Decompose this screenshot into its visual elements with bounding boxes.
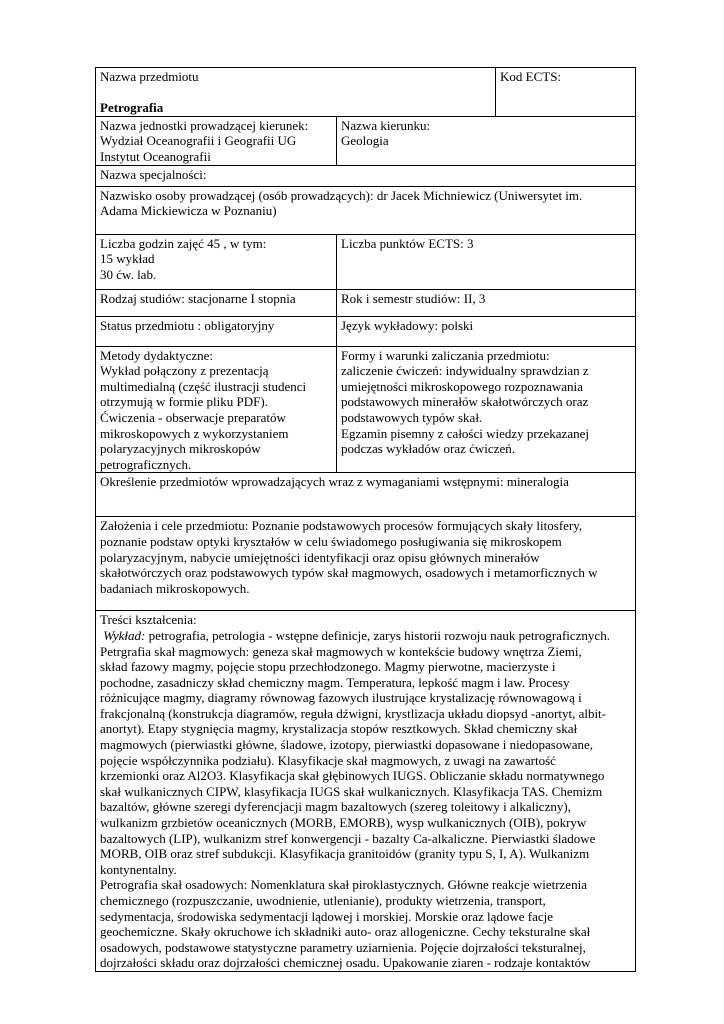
ects-code-cell	[496, 68, 636, 117]
hours-total: Liczba godzin zajęć 45 , w tym:	[100, 235, 267, 251]
goals-line: badaniach mikroskopowych.	[100, 580, 250, 596]
lecture-intro-text: petrografia, petrologia - wstępne definicje, zarys historii rozwoju nauk petrograficznych.	[145, 627, 610, 643]
sedimentary-line: sedymentacja, środowiska sedymentacji lądowej i morskiej. Morskie oraz lądowe facje	[100, 908, 554, 924]
methods-line: polaryzacyjnych mikroskopów	[100, 441, 261, 457]
language-cell	[337, 316, 636, 346]
goals-line: poznanie podstaw optyki kryształów w celu świadomego posługiwania się mikroskopem	[100, 533, 562, 549]
goals-line: polaryzacyjnym, nabycie umiejętności identyfikacji oraz opisu głównych minerałów	[100, 549, 540, 565]
methods-line: multimedialną (część ilustracji studenci	[100, 378, 307, 394]
major-value: Geologia	[341, 133, 389, 149]
goals-line: Założenia i cele przedmiotu: Poznanie podstawowych procesów formujących skały litosfery,	[100, 518, 583, 534]
methods-line: Metody dydaktyczne:	[100, 347, 213, 363]
lecture-line: Petrgrafia skał magmowych: geneza skał magmowych w kontekście budowy wnętrza Ziemi,	[100, 643, 582, 659]
syllabus-table	[95, 67, 636, 972]
lecture-line: frakcjonalną (konstrukcja diagramów, reguła dźwigni, krystlizacja układu diopsyd -anortyt, albit-	[100, 705, 606, 721]
row-course-name	[96, 68, 636, 117]
row-study-type	[96, 289, 636, 316]
unit-faculty: Wydział Oceanografii i Geografii UG	[100, 133, 297, 149]
lecture-line: krzemionki oraz Al2O3. Klasyfikacja skał głębinowych IUGS. Obliczanie składu normatywnego	[100, 768, 605, 784]
lecture-line: wulkanizm grzbietów oceanicznych (MORB, EMORB), wysp wulkanicznych (OIB), pokryw	[100, 815, 587, 831]
hours-lab: 30 ćw. lab.	[100, 266, 157, 282]
course-name-label: Nazwa przedmiotu	[100, 69, 199, 84]
lecture-line: pojęcie współczynnika podziału). Klasyfikacje skał magmowych, z uwagi na zawartość	[100, 752, 556, 768]
unit-cell	[96, 116, 337, 165]
assessment-line: podczas wykładów oraz ćwiczeń.	[341, 441, 515, 457]
assessment-line: zaliczenie ćwiczeń: indywidualny sprawdzian z	[341, 363, 589, 379]
hours-cell	[96, 234, 337, 289]
course-syllabus-form	[95, 67, 635, 972]
methods-line: otrzymują w formie pliku PDF).	[100, 394, 268, 410]
row-methods	[96, 346, 636, 473]
instructor-line-2: Adama Mickiewicza w Poznaniu)	[100, 203, 277, 219]
sedimentary-line: geochemiczne. Skały okruchowe ich składniki auto- oraz allogeniczne. Cechy teksturalne skał	[100, 924, 591, 940]
study-type-cell	[96, 289, 337, 316]
instructor-line-1: Nazwisko osoby prowadzącej (osób prowadzących): dr Jacek Michniewicz (Uniwersytet im.	[100, 187, 583, 203]
lecture-line: bazaltów, główne szeregi dyferencjacji magm bazaltowych (szereg toleitowy i alkaliczny),	[100, 799, 571, 815]
row-status	[96, 316, 636, 346]
methods-line: mikroskopowych z wykorzystaniem	[100, 425, 289, 441]
row-instructor	[96, 186, 636, 234]
major-label: Nazwa kierunku:	[341, 117, 431, 133]
row-unit-major	[96, 116, 636, 165]
assessment-line: podstawowych minerałów skałotwórczych oraz	[341, 394, 589, 410]
lecture-line: kontynentalny.	[100, 861, 177, 877]
study-type: Rodzaj studiów: stacjonarne I stopnia	[100, 290, 296, 306]
course-name-cell	[96, 68, 496, 117]
content-cell	[96, 611, 636, 972]
methods-line: Ćwiczenia - obserwacje preparatów	[100, 409, 286, 425]
lecture-line: bazaltowych (LIP), wulkanizm stref konwergencji - bazalty Ca-alkaliczne. Pierwiastki śladowe	[100, 830, 596, 846]
sedimentary-line: chemicznego (rozpuszczanie, uwodnienie, utlenianie), produkty wietrzenia, transport,	[100, 893, 546, 908]
major-cell	[337, 116, 636, 165]
lecture-label: Wykład:	[103, 627, 146, 643]
assessment-cell	[337, 346, 636, 473]
assessment-line: Formy i warunki zaliczania przedmiotu:	[341, 347, 550, 363]
status-cell	[96, 316, 337, 346]
assessment-line: podstawowych typów skał.	[341, 409, 483, 425]
year-semester: Rok i semestr studiów: II, 3	[341, 290, 486, 306]
specialty-label: Nazwa specjalności:	[100, 166, 207, 182]
lecture-line: pochodne, zasadniczy skład chemiczny magm. Temperatura, lepkość magm i law. Procesy	[100, 674, 570, 690]
unit-label: Nazwa jednostki prowadzącej kierunek:	[100, 117, 309, 133]
course-status: Status przedmiotu : obligatoryjny	[100, 317, 275, 333]
methods-cell	[96, 346, 337, 473]
content-lecture-intro	[100, 628, 631, 644]
assessment-line: Egzamin pisemny z całości wiedzy przekazanej	[341, 425, 589, 441]
ects-points: Liczba punktów ECTS: 3	[341, 235, 474, 251]
ects-code-label: Kod ECTS:	[500, 69, 562, 84]
hours-lecture: 15 wykład	[100, 251, 155, 267]
assessment-line: umiejętności mikroskopowego rozpoznawania	[341, 378, 583, 394]
lecture-line: skał wulkanicznych CIPW, klasyfikacja IUGS skał wulkanicznych. Klasyfikacja TAS. Chemizm	[100, 783, 603, 799]
instructor-cell	[96, 186, 636, 234]
prerequisites-cell	[96, 473, 636, 517]
unit-institute: Instytut Oceanografii	[100, 148, 211, 164]
row-hours	[96, 234, 636, 289]
row-goals	[96, 517, 636, 611]
sedimentary-line: Petrografia skał osadowych: Nomenklatura skał piroklastycznych. Główne reakcje wietrzenia	[100, 877, 587, 893]
goals-cell	[96, 517, 636, 611]
course-language: Język wykładowy: polski	[341, 317, 474, 333]
lecture-line: magmowych (pierwiastki główne, śladowe, izotopy, pierwiastki dopasowane i niedopasowane,	[100, 737, 594, 753]
lecture-line: anortyt). Etapy stygnięcia magmy, krystalizacja stopów resztkowych. Skład chemiczny skał	[100, 721, 578, 737]
sedimentary-line: osadowych, podstawowe statystyczne parametry uziarnienia. Pojęcie dojrzałości teksturalnej,	[100, 939, 586, 955]
specialty-cell	[96, 165, 636, 186]
row-specialty	[96, 165, 636, 186]
lecture-line: skład fazowy magmy, pojęcie stopu przechłodzonego. Magmy pierwotne, macierzyste i	[100, 659, 556, 675]
lecture-line: różnicujące magmy, diagramy równowag fazowych ilustrujące krystalizację równowagową i	[100, 690, 582, 706]
methods-line: Wykład połączony z prezentacją	[100, 363, 269, 379]
content-heading: Treści kształcenia:	[100, 612, 197, 628]
lecture-line: MORB, OIB oraz stref subdukcji. Klasyfikacja granitoidów (granity typu S, I, A). Wulkanizm	[100, 846, 590, 862]
methods-line: petrograficznych.	[100, 456, 192, 472]
ects-points-cell	[337, 234, 636, 289]
row-content	[96, 611, 636, 972]
goals-line: skałotwórczych oraz podstawowych typów skał magmowych, osadowych i metamorficznych w	[100, 565, 598, 581]
row-prerequisites	[96, 473, 636, 517]
year-semester-cell	[337, 289, 636, 316]
sedimentary-line: dojrzałości składu oraz dojrzałości chemicznej osadu. Upakowanie ziaren - rodzaje kontaktów	[100, 955, 591, 971]
course-name-value: Petrografia	[100, 100, 164, 116]
prerequisites-text: Określenie przedmiotów wprowadzających wraz z wymaganiami wstępnymi: mineralogia	[100, 474, 569, 490]
